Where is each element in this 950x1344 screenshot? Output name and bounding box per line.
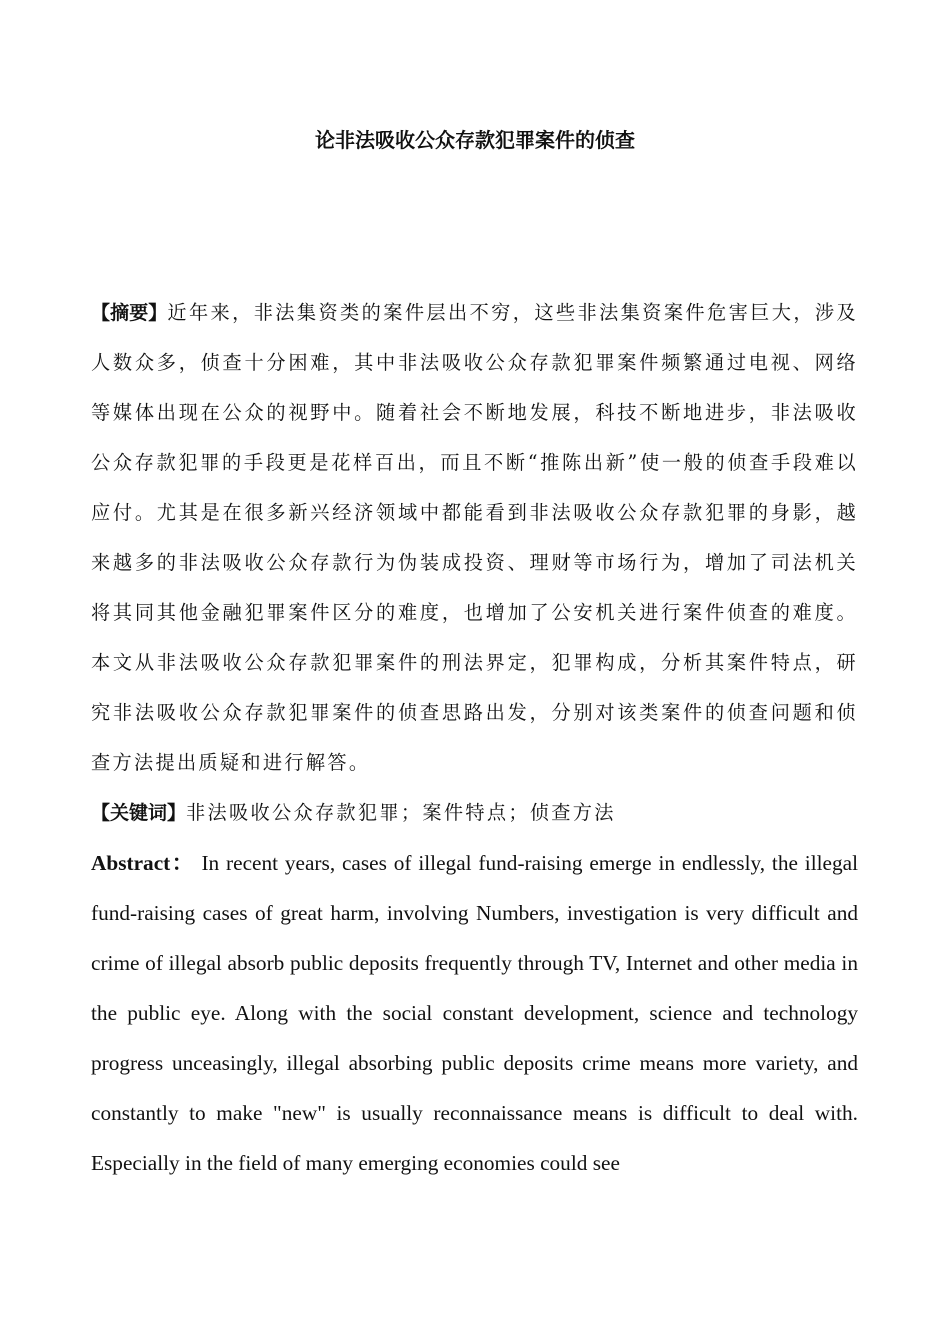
abstract-cn-text: 近年来，非法集资类的案件层出不穷，这些非法集资案件危害巨大，涉及人数众多，侦查十分困难，其中非法吸收公众存款犯罪案件频繁通过电视、网络等媒体出现在公众的视野中。随着社会不断地发展，科技不断地进步，非法吸收公众存款犯罪的手段更是花样百出，而且不断“推陈出新”使一般的侦查手段难以应付。尤其是在很多新兴经济领域中都能看到非法吸收公众存款犯罪的身影，越来越多的非法吸收公众存款行为伪装成投资、理财等市场行为，增加了司法机关将其同其他金融犯罪案件区分的难度，也增加了公安机关进行案件侦查的难度。本文从非法吸收公众存款犯罪案件的刑法界定，犯罪构成，分析其案件特点，研究非法吸收公众存款犯罪案件的侦查思路出发，分别对该类案件的侦查问题和侦查方法提出质疑和进行解答。	[91, 301, 858, 774]
keywords-cn-label: 【关键词】	[91, 802, 187, 824]
abstract-en-text: In recent years, cases of illegal fund-raising emerge in endlessly, the illegal fund-raising cases of great harm, involving Numbers, investigation is very difficult and crime of illegal absorb public deposits frequently through TV, Internet and other media in the public eye. Along with the social constant development, science and technology progress unceasingly, illegal absorbing public deposits crime means more variety, and constantly to make "new" is usually reconnaissance means is difficult to deal with. Especially in the field of many emerging economies could see	[91, 851, 858, 1175]
abstract-en-label: Abstract：	[91, 851, 195, 875]
abstract-en	[91, 838, 858, 1188]
keywords-cn-text: 非法吸收公众存款犯罪；案件特点；侦查方法	[186, 801, 616, 824]
document-title: 论非法吸收公众存款犯罪案件的侦查	[315, 128, 635, 152]
document-body	[91, 288, 858, 1188]
abstract-cn-label: 【摘要】	[91, 302, 168, 324]
abstract-cn	[91, 288, 858, 788]
keywords-cn	[91, 788, 858, 838]
